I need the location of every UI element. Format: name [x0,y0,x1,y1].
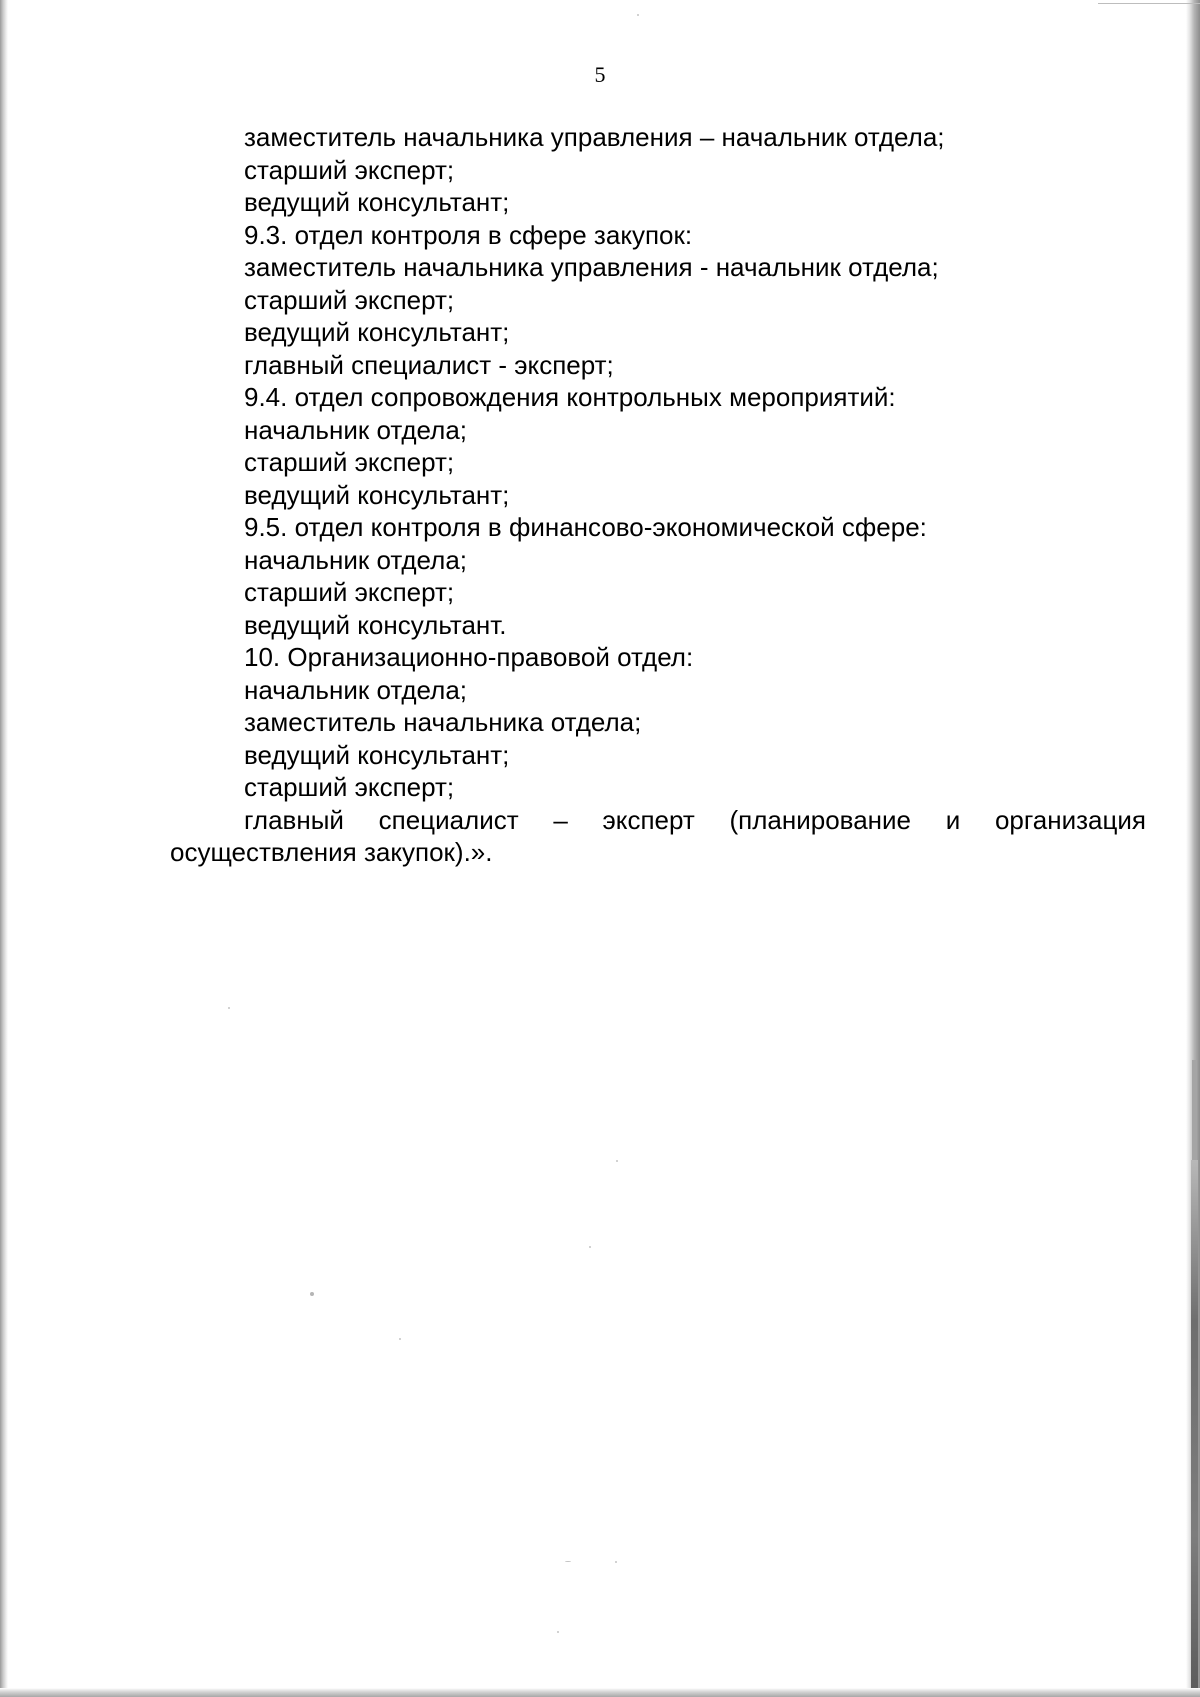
list-line: заместитель начальника управления – начальник отдела; [244,122,945,152]
position-list [170,121,1146,804]
list-line: 10. Организационно-правовой отдел: [244,642,694,672]
scan-speck [637,14,639,16]
scan-speck [399,1338,401,1340]
list-line: начальник отдела; [244,414,468,445]
scan-speck [616,1160,618,1162]
page-number: 5 [594,62,606,87]
list-line: старший эксперт; [244,577,455,607]
list-line: ведущий консультант. [244,609,507,640]
scan-bottom-edge [0,1688,1200,1697]
scan-right-edge-shadow [1192,1060,1197,1160]
scan-right-edge-dark [1191,1160,1198,1697]
scan-speck [589,1246,591,1248]
list-line: старший эксперт; [244,772,455,802]
list-line: начальник отдела; [244,674,468,705]
list-line: заместитель начальника отдела; [244,707,642,737]
list-line: заместитель начальника управления - начальник отдела; [244,252,939,282]
scan-speck [228,1007,230,1009]
document-body [170,121,1146,869]
scan-left-edge [0,0,8,1697]
final-paragraph: главный специалист – эксперт (планирование и организация осуществления закупок).». [170,804,1146,867]
list-line: старший эксперт; [244,447,455,477]
scan-speck [615,1561,617,1563]
list-line: старший эксперт; [244,154,455,185]
list-line: 9.5. отдел контроля в финансово-экономической сфере: [244,512,927,542]
list-line: начальник отдела; [244,544,468,575]
list-line: ведущий консультант; [244,187,510,217]
list-line: 9.4. отдел сопровождения контрольных мероприятий: [244,382,896,412]
list-line: старший эксперт; [244,284,455,315]
list-line: ведущий консультант; [244,317,510,347]
scan-speck [557,1631,559,1633]
list-line: ведущий консультант; [244,479,510,510]
list-line: 9.3. отдел контроля в сфере закупок: [244,219,693,250]
scan-top-line [1098,3,1200,4]
list-line: ведущий консультант; [244,739,510,770]
scan-speck [565,1561,571,1562]
scan-speck [310,1292,314,1296]
list-line: главный специалист - эксперт; [244,349,614,380]
